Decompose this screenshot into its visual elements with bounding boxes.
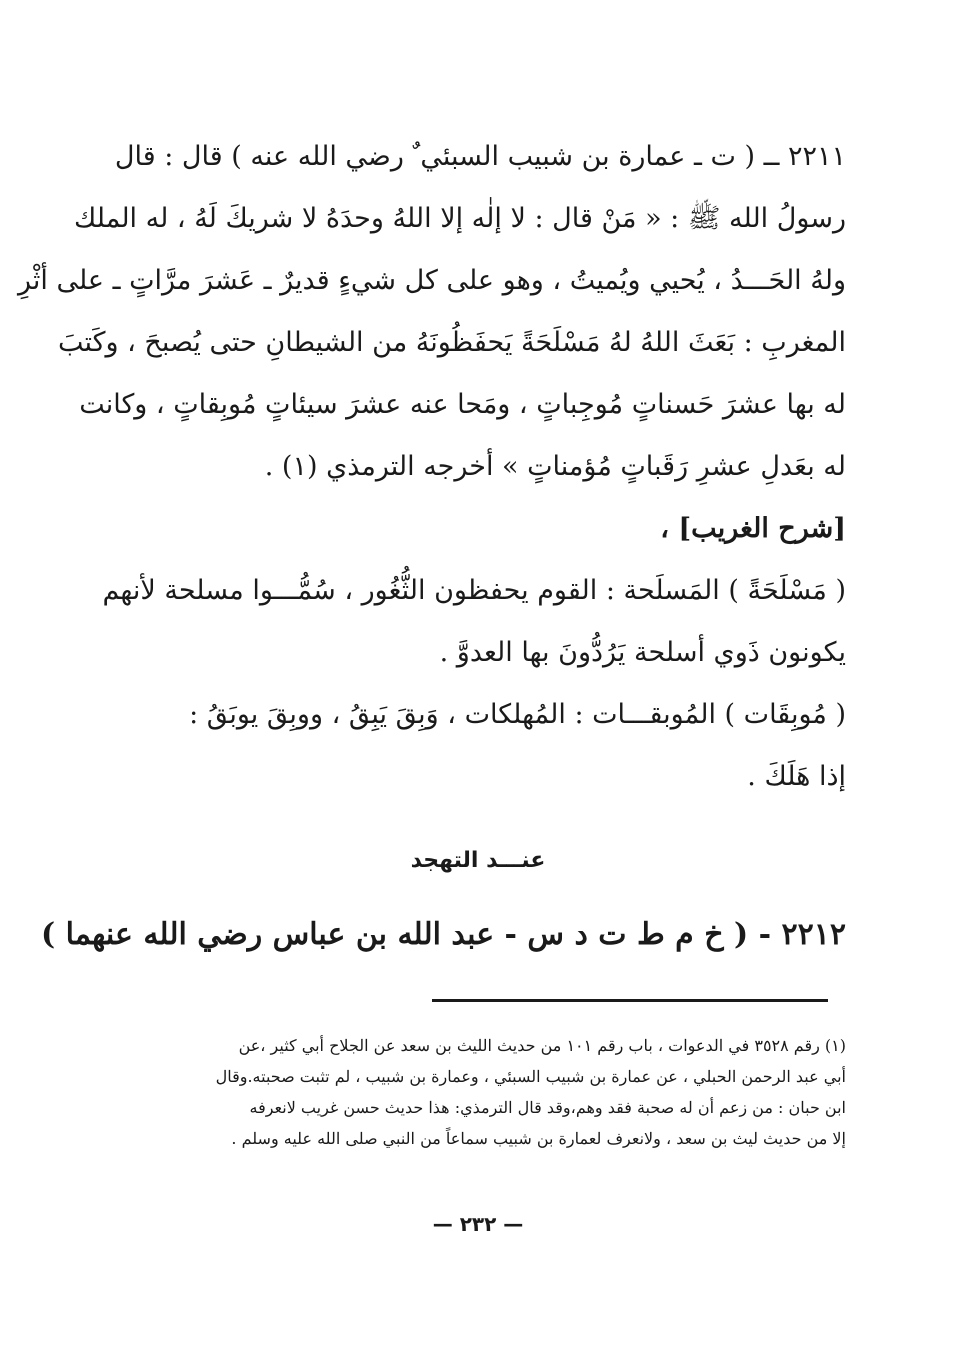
hadith-line: له بعَدلِ عشرِ رَقَباتٍ مُؤمناتٍ » أخرجه الترمذي (١) .: [264, 451, 846, 482]
hadith-2212-heading: ٢٢١٢ - ( خ م ط ت د س - عبد الله بن عباس رضي الله عنهما ): [40, 917, 846, 952]
hadith-line: المغربِ : بَعَثَ اللهُ لهُ مَسْلَحَةً يَحفَظُونَهُ من الشيطانِ حتى يُصبحَ ، وكَتبَ: [57, 327, 846, 358]
hadith-2211: [17, 126, 846, 498]
gharib-heading: [شرح الغريب] ،: [660, 513, 846, 544]
section-title: عنـــد التهجد: [410, 848, 546, 873]
hadith-line: له بها عشرَ حَسناتٍ مُوجِباتٍ ، ومَحا عنه عشرَ سيئاتٍ مُوبِقاتٍ ، وكانت: [79, 389, 846, 420]
hadith-line: ولهُ الحَـــدُ ، يُحيي ويُميتُ ، وهو على كل شيءٍ قديرٌ ـ عَشرَ مرَّاتٍ ـ على أثْرِ: [17, 265, 846, 296]
hadith-line: ٢٢١١ ــ ( ت ـ عمارة بن شبيب السبئي ٌ رضي الله عنه ) قال : قال: [114, 141, 846, 172]
gharib-explanation: [102, 560, 846, 808]
gharib-line: ( مُوبِقَات ) المُوبقـــات : المُهلكات ، وَبِقَ يَبِقُ ، ووبِقَ يوبَقُ :: [189, 699, 846, 730]
footnote-line: إلا من حديث ليث بن سعد ، ولانعرف لعمارة بن شبيب سماعاً من النبي صلى الله عليه وسلم .: [231, 1129, 846, 1148]
hadith-line: رسولُ الله ﷺ : « مَنْ قال : لا إلٰه إلا اللهُ وحدَهُ لا شريكَ لَهُ ، له الملك: [74, 203, 846, 234]
gharib-line: ( مَسْلَحَةً ) المَسلَحة : القوم يحفظون الثُّغُور ، سُمُّـــوا مسلحة لأنهم: [102, 575, 846, 606]
footnotes: [118, 1030, 846, 1154]
gharib-line: يكونون ذَوي أسلحة يَرُدُّونَ بها العدوَّ .: [439, 637, 846, 668]
footnote-line: ابن حبان : من زعم أن له صحبة فقد وهم،وقد قال الترمذي: هذا حديث حسن غريب لانعرفه: [249, 1098, 846, 1117]
gharib-line: إذا هَلَكَ .: [747, 761, 846, 792]
footnote-line: أبي عبد الرحمن الحبلي ، عن عمارة بن شبيب السبئي ، وعمارة بن شبيب ، لم تثبت صحبته.وقال: [215, 1067, 846, 1086]
footnote-divider: [432, 999, 828, 1002]
page-number: — ٢٣٢ —: [432, 1212, 524, 1236]
footnote-line: (١) رقم ٣٥٢٨ في الدعوات ، باب رقم ١٠١ من حديث الليث بن سعد عن الجلاح أبي كثير ،عن: [238, 1036, 846, 1055]
main-text: [17, 126, 846, 808]
